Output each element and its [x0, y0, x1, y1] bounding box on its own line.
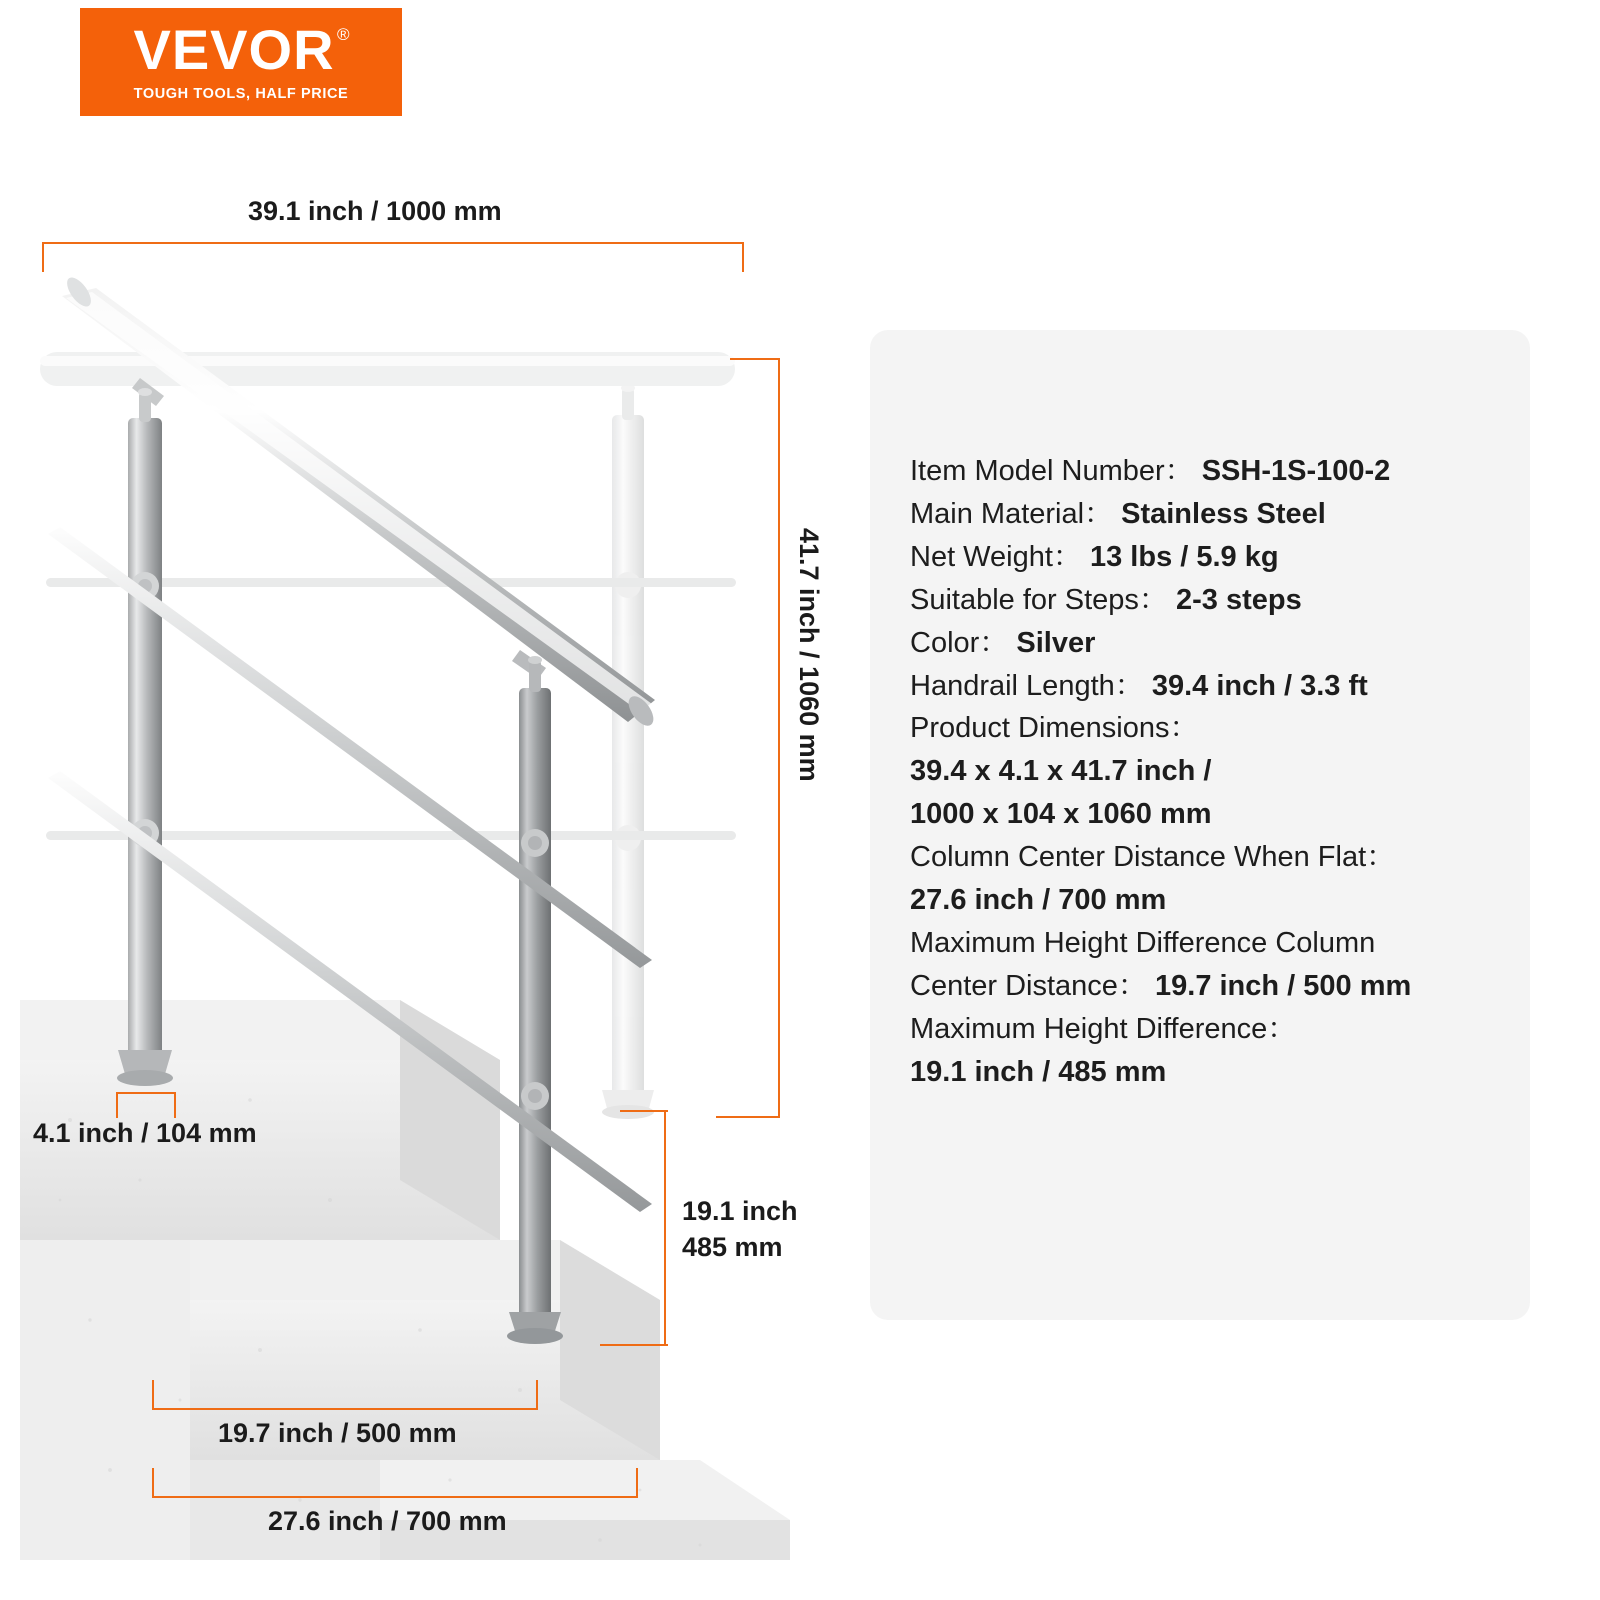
spec-label-main-material: Main Material：	[910, 497, 1114, 530]
spec-label-handrail-length: Handrail Length：	[910, 669, 1144, 702]
spec-row-net-weight	[910, 536, 1520, 579]
spec-value-product-dimensions-mm: 1000 x 104 x 1060 mm	[910, 798, 1212, 831]
dimension-column-center-steps-tick-left	[152, 1380, 154, 1408]
spec-label-center-distance: Center Distance：	[910, 969, 1147, 1002]
spec-value-product-dimensions-inch: 39.4 x 4.1 x 41.7 inch /	[910, 755, 1212, 788]
spec-label-maximum-height-difference: Maximum Height Difference：	[910, 1012, 1297, 1045]
spec-label-net-weight: Net Weight：	[910, 540, 1082, 573]
spec-label-color: Color：	[910, 626, 1009, 659]
dimension-column-center-flat-tick-left	[152, 1468, 154, 1496]
dimension-overall-width-label: 39.1 inch / 1000 mm	[248, 196, 502, 226]
brand-tagline: TOUGH TOOLS, HALF PRICE	[133, 86, 349, 102]
spec-value-handrail-length: 39.4 inch / 3.3 ft	[1151, 669, 1368, 702]
dimension-column-center-steps-label: 19.7 inch / 500 mm	[218, 1418, 457, 1448]
spec-row-main-material	[910, 493, 1520, 536]
dimension-base-plate-tick-right	[174, 1092, 176, 1118]
specification-panel	[870, 330, 1530, 1320]
dimension-height-difference-tick-bottom	[600, 1344, 668, 1346]
dimension-height-difference-label-line1: 19.1 inch	[682, 1196, 798, 1226]
dimension-height-difference-line	[664, 1110, 666, 1346]
spec-row-product-dimensions	[910, 707, 1520, 750]
dimension-height-difference-tick-top	[620, 1110, 668, 1112]
spec-value-suitable-for-steps: 2-3 steps	[1175, 583, 1302, 616]
dimension-column-center-steps-tick-right	[536, 1380, 538, 1408]
dimension-base-plate-tick-left	[116, 1092, 118, 1118]
dimension-base-plate-label: 4.1 inch / 104 mm	[33, 1118, 257, 1148]
spec-value-maximum-height-difference: 19.1 inch / 485 mm	[910, 1055, 1167, 1088]
spec-label-column-center-distance-flat: Column Center Distance When Flat：	[910, 841, 1396, 874]
spec-value-column-center-distance-flat: 27.6 inch / 700 mm	[910, 884, 1167, 917]
spec-row-color	[910, 622, 1520, 665]
dimension-overall-height-line	[778, 358, 780, 1118]
spec-value-net-weight: 13 lbs / 5.9 kg	[1089, 540, 1279, 573]
specification-list	[910, 450, 1520, 1094]
ghost-post	[602, 384, 654, 1119]
dimension-overall-width-tick-right	[742, 242, 744, 272]
dimension-height-difference-label-line2: 485 mm	[682, 1232, 783, 1262]
spec-row-suitable-for-steps	[910, 579, 1520, 622]
spec-label-product-dimensions: Product Dimensions：	[910, 712, 1199, 745]
dimension-overall-height-tick-top	[730, 358, 778, 360]
spec-row-column-center-distance-flat	[910, 836, 1520, 879]
spec-value-center-distance: 19.7 inch / 500 mm	[1155, 969, 1412, 1002]
post-left	[117, 388, 173, 1086]
dimension-overall-height-tick-bottom	[716, 1116, 778, 1118]
dimension-column-center-steps-line	[152, 1408, 538, 1410]
brand-name-text: VEVOR	[133, 18, 335, 81]
spec-row-handrail-length	[910, 665, 1520, 708]
dimension-overall-width-line	[42, 242, 744, 244]
dimension-column-center-flat-label: 27.6 inch / 700 mm	[268, 1506, 507, 1536]
spec-value-color: Silver	[1016, 626, 1096, 659]
dimension-base-plate-line	[116, 1092, 174, 1094]
dimension-column-center-flat-line	[152, 1496, 638, 1498]
spec-row-item-model-number	[910, 450, 1520, 493]
registered-mark-icon: ®	[337, 25, 351, 44]
spec-row-center-distance	[910, 965, 1520, 1008]
spec-label-max-height-difference-column: Maximum Height Difference Column	[910, 926, 1376, 959]
spec-value-item-model-number: SSH-1S-100-2	[1201, 455, 1391, 487]
spec-label-suitable-for-steps: Suitable for Steps：	[910, 583, 1168, 616]
dimension-column-center-flat-tick-right	[636, 1468, 638, 1496]
dimension-overall-height-label: 41.7 inch / 1060 mm	[794, 528, 824, 782]
spec-value-main-material: Stainless Steel	[1121, 497, 1326, 530]
dimension-overall-width-tick-left	[42, 242, 44, 272]
spec-label-item-model-number: Item Model Number：	[910, 455, 1194, 487]
